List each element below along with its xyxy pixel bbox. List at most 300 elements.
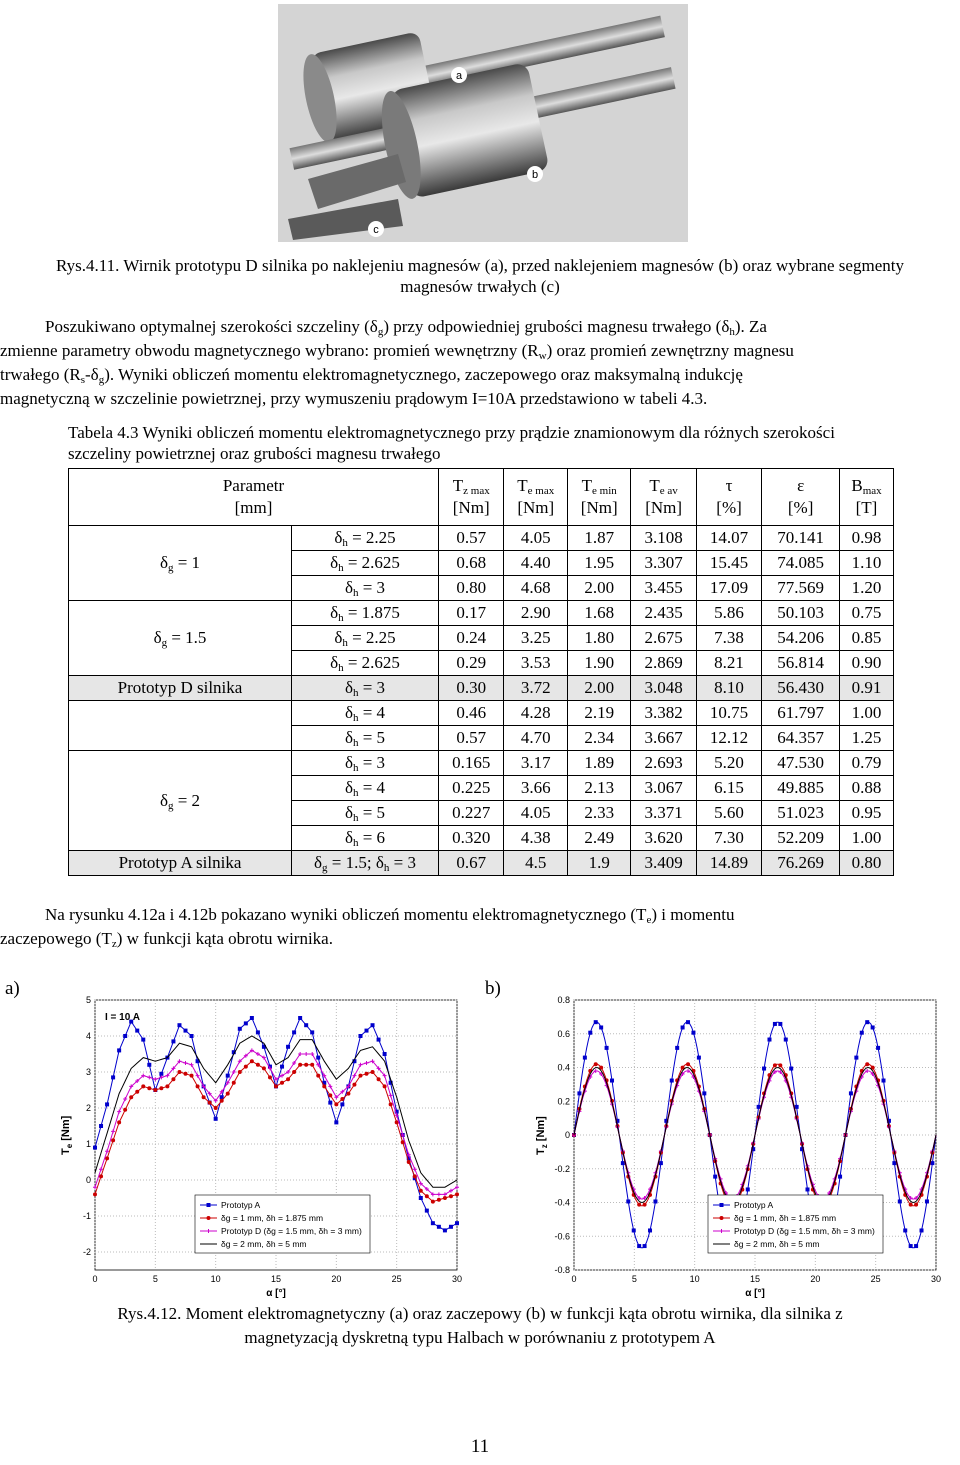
marker-square bbox=[681, 1025, 685, 1029]
sub: w bbox=[538, 350, 547, 362]
marker-dot bbox=[220, 1099, 224, 1103]
sub: e av bbox=[659, 485, 678, 497]
marker-dot bbox=[778, 1063, 782, 1067]
sub: h bbox=[352, 762, 359, 774]
sub: g bbox=[167, 562, 174, 574]
ylabel-unit: [Nm] bbox=[535, 1116, 547, 1145]
row-param bbox=[292, 601, 439, 626]
table-row bbox=[69, 701, 894, 726]
y-tick-label: -0.8 bbox=[554, 1265, 570, 1275]
marker-dot bbox=[328, 1093, 332, 1097]
table-cell: 64.357 bbox=[762, 726, 840, 751]
text: [Nm] bbox=[580, 498, 618, 517]
text: [T] bbox=[855, 498, 878, 517]
table-cell: 6.15 bbox=[696, 776, 761, 801]
marker-dot bbox=[419, 1189, 423, 1193]
x-tick-label: 15 bbox=[749, 1274, 761, 1284]
table-cell: 3.667 bbox=[631, 726, 696, 751]
header-tz bbox=[439, 469, 504, 526]
x-tick-label: 0 bbox=[92, 1274, 98, 1284]
figure-b-label: b) bbox=[485, 978, 501, 999]
row-param bbox=[292, 851, 439, 876]
marker-square bbox=[637, 1244, 641, 1248]
marker-square bbox=[675, 1046, 679, 1050]
table-body bbox=[69, 526, 894, 876]
marker-dot bbox=[99, 1174, 103, 1178]
table-cell: 0.320 bbox=[439, 826, 504, 851]
sub: h bbox=[338, 662, 344, 674]
text: = 3 bbox=[358, 578, 386, 597]
marker-square bbox=[328, 1101, 332, 1105]
marker-dot bbox=[909, 1203, 913, 1207]
marker-dot bbox=[292, 1070, 296, 1074]
text: = 3 bbox=[358, 678, 386, 697]
y-tick-label: 2 bbox=[85, 1103, 91, 1113]
table-cell: 3.455 bbox=[631, 576, 696, 601]
group-empty bbox=[69, 701, 292, 751]
table-cell: 1.10 bbox=[840, 551, 894, 576]
legend-marker bbox=[720, 1216, 724, 1220]
marker-dot bbox=[383, 1084, 387, 1088]
text: = 2.625 bbox=[343, 653, 400, 672]
marker-square bbox=[449, 1225, 453, 1229]
y-axis-label bbox=[535, 1116, 549, 1155]
marker-dot bbox=[316, 1074, 320, 1078]
table-cell: 0.29 bbox=[439, 651, 504, 676]
sub: h bbox=[352, 787, 359, 799]
text: ) przy odpowiedniej grubości magnesu trwałego (δ bbox=[383, 317, 730, 336]
table-cell: 2.00 bbox=[568, 576, 631, 601]
table-cell: 3.72 bbox=[504, 676, 568, 701]
marker-square bbox=[920, 1228, 924, 1232]
table-cell: 4.68 bbox=[504, 576, 568, 601]
marker-dot bbox=[147, 1086, 151, 1090]
ylabel-text: T bbox=[535, 1148, 547, 1155]
text: [Nm] bbox=[645, 498, 683, 517]
table-cell: 2.675 bbox=[631, 626, 696, 651]
marker-square bbox=[773, 1022, 777, 1026]
row-param bbox=[292, 651, 439, 676]
marker-dot bbox=[177, 1070, 181, 1074]
paragraph-line-1 bbox=[45, 316, 960, 337]
text: ). Wyniki obliczeń momentu elektromagnetycznego, zaczepowego oraz maksymalną indukcję bbox=[104, 365, 743, 384]
marker-square bbox=[778, 1022, 782, 1026]
marker-dot bbox=[256, 1063, 260, 1067]
text: = 5 bbox=[358, 728, 386, 747]
text: δ bbox=[344, 803, 353, 822]
legend-entry: δg = 1 mm, δh = 1.875 mm bbox=[221, 1213, 324, 1223]
x-tick-label: 10 bbox=[210, 1274, 221, 1284]
marker-square bbox=[141, 1038, 145, 1042]
table-cell: 17.09 bbox=[696, 576, 761, 601]
table-cell: 0.85 bbox=[840, 626, 894, 651]
marker-square bbox=[292, 1030, 296, 1034]
table-cell: 12.12 bbox=[696, 726, 761, 751]
group-proto-a: Prototyp A silnika bbox=[69, 851, 292, 876]
header-tau bbox=[696, 469, 761, 526]
paragraph-line-4: magnetyczną w szczelinie powietrznej, przy wymuszeniu prądowym I=10A przedstawiono w tabeli 4.3. bbox=[0, 389, 708, 408]
x-tick-label: 30 bbox=[930, 1274, 942, 1284]
table-cell: 4.40 bbox=[504, 551, 568, 576]
marker-square bbox=[871, 1025, 875, 1029]
legend-entry: Prototyp D (δg = 1.5 mm, δh = 3 mm) bbox=[734, 1226, 875, 1236]
marker-dot bbox=[159, 1086, 163, 1090]
marker-square bbox=[784, 1038, 788, 1042]
text: = 2.625 bbox=[343, 553, 400, 572]
legend bbox=[708, 1195, 883, 1253]
marker-square bbox=[147, 1063, 151, 1067]
sub: h bbox=[342, 537, 348, 549]
marker-square bbox=[903, 1228, 907, 1232]
table-cell: 49.885 bbox=[762, 776, 840, 801]
sub: h bbox=[338, 562, 344, 574]
table-cell: 0.90 bbox=[840, 651, 894, 676]
text: zmienne parametry obwodu magnetycznego wybrano: promień wewnętrzny (R bbox=[0, 341, 539, 360]
sub: h bbox=[342, 637, 348, 649]
text: ) w funkcji kąta obrotu wirnika. bbox=[116, 929, 333, 948]
marker-square bbox=[419, 1196, 423, 1200]
group-proto-d: Prototyp D silnika bbox=[69, 676, 292, 701]
marker-square bbox=[226, 1074, 230, 1078]
marker-dot bbox=[117, 1120, 121, 1124]
sub: h bbox=[352, 712, 359, 724]
paragraph2-line-1 bbox=[45, 904, 960, 925]
chart-tz bbox=[530, 990, 950, 1302]
text: [%] bbox=[787, 498, 814, 517]
sub: h bbox=[338, 612, 344, 624]
marker-dot bbox=[358, 1074, 362, 1078]
results-table bbox=[68, 468, 894, 876]
table-cell: 0.75 bbox=[840, 601, 894, 626]
marker-dot bbox=[208, 1101, 212, 1105]
text: δ bbox=[334, 628, 343, 647]
marker-square bbox=[594, 1020, 598, 1024]
text: ) oraz promień zewnętrzny magnesu bbox=[546, 341, 794, 360]
marker-square bbox=[882, 1079, 886, 1083]
table-row bbox=[69, 851, 894, 876]
marker-dot bbox=[93, 1192, 97, 1196]
figure-4-12-caption-1: Rys.4.12. Moment elektromagnetyczny (a) oraz zaczepowy (b) w funkcji kąta obrotu wirnika, dla silnika z bbox=[117, 1304, 843, 1323]
group-dg15 bbox=[69, 601, 292, 676]
x-axis-label: α [°] bbox=[266, 1288, 286, 1299]
marker-dot bbox=[238, 1070, 242, 1074]
marker-dot bbox=[153, 1088, 157, 1092]
sub: e min bbox=[592, 485, 617, 497]
marker-square bbox=[583, 1056, 587, 1060]
text: = 6 bbox=[358, 828, 386, 847]
table-cell: 0.24 bbox=[439, 626, 504, 651]
table-cell: 7.38 bbox=[696, 626, 761, 651]
marker-square bbox=[713, 1175, 717, 1179]
text: δ bbox=[334, 528, 343, 547]
marker-square bbox=[358, 1034, 362, 1038]
table-header-row bbox=[69, 469, 894, 526]
marker-square bbox=[310, 1030, 314, 1034]
table-cell: 1.25 bbox=[840, 726, 894, 751]
text: = 4 bbox=[358, 778, 386, 797]
sub: g bbox=[167, 799, 174, 812]
table-cell: 0.80 bbox=[439, 576, 504, 601]
legend-entry: δg = 2 mm, δh = 5 mm bbox=[734, 1239, 820, 1249]
chart-te bbox=[55, 990, 470, 1302]
text: = 2.25 bbox=[347, 528, 396, 547]
group-dg1 bbox=[69, 526, 292, 601]
table-cell: 3.409 bbox=[631, 851, 696, 876]
x-tick-label: 30 bbox=[451, 1274, 463, 1284]
row-param bbox=[292, 701, 439, 726]
marker-square bbox=[105, 1102, 109, 1106]
paragraph2-line-2 bbox=[0, 928, 960, 949]
marker-dot bbox=[298, 1063, 302, 1067]
marker-square bbox=[159, 1072, 163, 1076]
marker-dot bbox=[165, 1084, 169, 1088]
y-tick-label: 4 bbox=[85, 1031, 91, 1041]
marker-square bbox=[757, 1105, 761, 1109]
table-cell: 0.165 bbox=[439, 751, 504, 776]
sub: h bbox=[352, 687, 359, 699]
text: = 2.25 bbox=[347, 628, 396, 647]
table-cell: 1.80 bbox=[568, 626, 631, 651]
table-cell: 3.108 bbox=[631, 526, 696, 551]
sub: s bbox=[80, 374, 86, 386]
marker-square bbox=[909, 1244, 913, 1248]
table-cell: 2.13 bbox=[568, 776, 631, 801]
text: T bbox=[581, 476, 593, 495]
marker-square bbox=[93, 1146, 97, 1150]
marker-dot bbox=[171, 1077, 175, 1081]
text: = 1 bbox=[173, 553, 201, 572]
text: -δ bbox=[85, 365, 99, 384]
table-cell: 3.307 bbox=[631, 551, 696, 576]
text: zaczepowego (T bbox=[0, 929, 112, 948]
marker-square bbox=[691, 1031, 695, 1035]
marker-dot bbox=[334, 1102, 338, 1106]
x-axis-label: α [°] bbox=[745, 1288, 765, 1299]
table-cell: 10.75 bbox=[696, 701, 761, 726]
marker-dot bbox=[449, 1194, 453, 1198]
table-cell: 2.19 bbox=[568, 701, 631, 726]
legend-entry: Prototyp A bbox=[734, 1200, 774, 1210]
marker-square bbox=[123, 1034, 127, 1038]
x-tick-label: 5 bbox=[631, 1274, 637, 1284]
table-cell: 8.10 bbox=[696, 676, 761, 701]
legend-entry: Prototyp A bbox=[221, 1200, 261, 1210]
x-tick-label: 20 bbox=[331, 1274, 342, 1284]
marker-dot bbox=[322, 1084, 326, 1088]
text: δ bbox=[344, 728, 353, 747]
table-cell: 0.17 bbox=[439, 601, 504, 626]
legend-entry: δg = 2 mm, δh = 5 mm bbox=[221, 1239, 307, 1249]
marker-square bbox=[340, 1102, 344, 1106]
table-cell: 2.33 bbox=[568, 801, 631, 826]
table-cell: 0.79 bbox=[840, 751, 894, 776]
marker-square bbox=[280, 1065, 284, 1069]
marker-square bbox=[443, 1228, 447, 1232]
text: δ bbox=[330, 653, 339, 672]
table-cell: 2.693 bbox=[631, 751, 696, 776]
table-cell: 1.20 bbox=[840, 576, 894, 601]
table-cell: 14.89 bbox=[696, 851, 761, 876]
sub: h bbox=[352, 587, 359, 599]
marker-dot bbox=[437, 1198, 441, 1202]
marker-dot bbox=[865, 1062, 869, 1066]
paragraph-line-3 bbox=[0, 364, 960, 385]
text: δ bbox=[344, 578, 353, 597]
marker-dot bbox=[105, 1156, 109, 1160]
marker-square bbox=[244, 1021, 248, 1025]
table-row bbox=[69, 751, 894, 776]
table-cell: 7.30 bbox=[696, 826, 761, 851]
y-tick-label: 1 bbox=[85, 1139, 91, 1149]
marker-square bbox=[316, 1056, 320, 1060]
table-cell: 0.95 bbox=[840, 801, 894, 826]
y-tick-label: -0.4 bbox=[554, 1197, 570, 1208]
text: δ bbox=[153, 628, 162, 647]
marker-square bbox=[892, 1161, 896, 1165]
marker-dot bbox=[141, 1084, 145, 1088]
text: Parametr bbox=[222, 476, 285, 495]
row-param bbox=[292, 551, 439, 576]
marker-square bbox=[377, 1038, 381, 1042]
marker-square bbox=[702, 1091, 706, 1095]
table-cell: 70.141 bbox=[762, 526, 840, 551]
photo-label-a: a bbox=[455, 70, 463, 82]
marker-dot bbox=[643, 1203, 647, 1207]
header-eps bbox=[762, 469, 840, 526]
sub: max bbox=[862, 485, 882, 497]
marker-square bbox=[383, 1052, 387, 1056]
marker-square bbox=[610, 1079, 614, 1083]
table-cell: 2.00 bbox=[568, 676, 631, 701]
table-cell: 52.209 bbox=[762, 826, 840, 851]
marker-square bbox=[789, 1067, 793, 1071]
marker-square bbox=[670, 1079, 674, 1083]
marker-square bbox=[365, 1029, 369, 1033]
table-row bbox=[69, 676, 894, 701]
sub: g bbox=[377, 326, 384, 338]
marker-dot bbox=[346, 1092, 350, 1096]
marker-dot bbox=[280, 1081, 284, 1085]
marker-square bbox=[256, 1030, 260, 1034]
table-cell: 4.70 bbox=[504, 726, 568, 751]
marker-square bbox=[648, 1228, 652, 1232]
marker-square bbox=[135, 1029, 139, 1033]
table-cell: 3.371 bbox=[631, 801, 696, 826]
marker-dot bbox=[371, 1070, 375, 1074]
marker-dot bbox=[244, 1065, 248, 1069]
text: ). Za bbox=[734, 317, 767, 336]
marker-square bbox=[214, 1117, 218, 1121]
x-tick-label: 15 bbox=[270, 1274, 282, 1284]
marker-square bbox=[238, 1027, 242, 1031]
marker-dot bbox=[455, 1192, 459, 1196]
marker-dot bbox=[196, 1084, 200, 1088]
y-tick-label: 0.8 bbox=[557, 995, 570, 1005]
ylabel-text: T bbox=[60, 1148, 72, 1155]
table-cell: 0.30 bbox=[439, 676, 504, 701]
marker-square bbox=[605, 1046, 609, 1050]
marker-square bbox=[250, 1016, 254, 1020]
marker-square bbox=[854, 1056, 858, 1060]
sub: g bbox=[161, 637, 168, 649]
table-caption: Tabela 4.3 Wyniki obliczeń momentu elektromagnetycznego przy prądzie znamionowym dla różnych szerokości szczeliny powietrznej oraz grubości magnesu trwałego bbox=[68, 423, 835, 463]
sub: g bbox=[98, 374, 105, 386]
table-cell: 14.07 bbox=[696, 526, 761, 551]
marker-square bbox=[177, 1023, 181, 1027]
marker-dot bbox=[190, 1074, 194, 1078]
sub: g bbox=[322, 862, 328, 874]
text: δ bbox=[344, 678, 353, 697]
ylabel-sub: e bbox=[65, 1143, 74, 1149]
marker-dot bbox=[914, 1203, 918, 1207]
text: trwałego (R bbox=[0, 365, 81, 384]
y-tick-label: -0.2 bbox=[554, 1163, 570, 1174]
table-cell: 8.21 bbox=[696, 651, 761, 676]
table-cell: 15.45 bbox=[696, 551, 761, 576]
marker-square bbox=[99, 1124, 103, 1128]
table-cell: 77.569 bbox=[762, 576, 840, 601]
text: [mm] bbox=[234, 498, 273, 517]
marker-square bbox=[697, 1056, 701, 1060]
marker-dot bbox=[365, 1072, 369, 1076]
table-cell: 0.46 bbox=[439, 701, 504, 726]
y-tick-label: 0.6 bbox=[557, 1028, 570, 1039]
marker-square bbox=[621, 1161, 625, 1165]
table-cell: 47.530 bbox=[762, 751, 840, 776]
table-cell: 1.89 bbox=[568, 751, 631, 776]
marker-square bbox=[914, 1244, 918, 1248]
table-cell: 4.28 bbox=[504, 701, 568, 726]
marker-dot bbox=[214, 1106, 218, 1110]
page-number: 11 bbox=[470, 1436, 490, 1457]
marker-square bbox=[171, 1039, 175, 1043]
x-tick-label: 20 bbox=[810, 1274, 821, 1284]
marker-square bbox=[930, 1161, 934, 1165]
text: δ bbox=[159, 790, 168, 810]
marker-dot bbox=[129, 1095, 133, 1099]
marker-dot bbox=[425, 1194, 429, 1198]
text: δ bbox=[344, 703, 353, 722]
marker-square bbox=[588, 1031, 592, 1035]
marker-dot bbox=[594, 1062, 598, 1066]
marker-dot bbox=[226, 1092, 230, 1096]
marker-square bbox=[849, 1091, 853, 1095]
sub: h bbox=[352, 837, 359, 849]
table-cell: 1.9 bbox=[568, 851, 631, 876]
sub: h bbox=[729, 326, 735, 338]
row-param bbox=[292, 526, 439, 551]
text: [Nm] bbox=[452, 498, 490, 517]
text: = 1.875 bbox=[343, 603, 400, 622]
y-tick-label: -2 bbox=[82, 1247, 91, 1257]
text: = 1.5; δ bbox=[327, 853, 384, 872]
marker-dot bbox=[262, 1066, 266, 1070]
table-cell: 1.00 bbox=[840, 701, 894, 726]
table-cell: 2.869 bbox=[631, 651, 696, 676]
marker-dot bbox=[202, 1095, 206, 1099]
marker-square bbox=[762, 1067, 766, 1071]
marker-dot bbox=[268, 1075, 272, 1079]
table-cell: 3.66 bbox=[504, 776, 568, 801]
x-tick-label: 25 bbox=[391, 1274, 402, 1284]
marker-dot bbox=[443, 1196, 447, 1200]
marker-square bbox=[795, 1105, 799, 1109]
y-tick-label: 0.4 bbox=[557, 1062, 570, 1073]
row-param bbox=[292, 826, 439, 851]
marker-dot bbox=[407, 1160, 411, 1164]
table-cell: 0.227 bbox=[439, 801, 504, 826]
marker-square bbox=[898, 1199, 902, 1203]
